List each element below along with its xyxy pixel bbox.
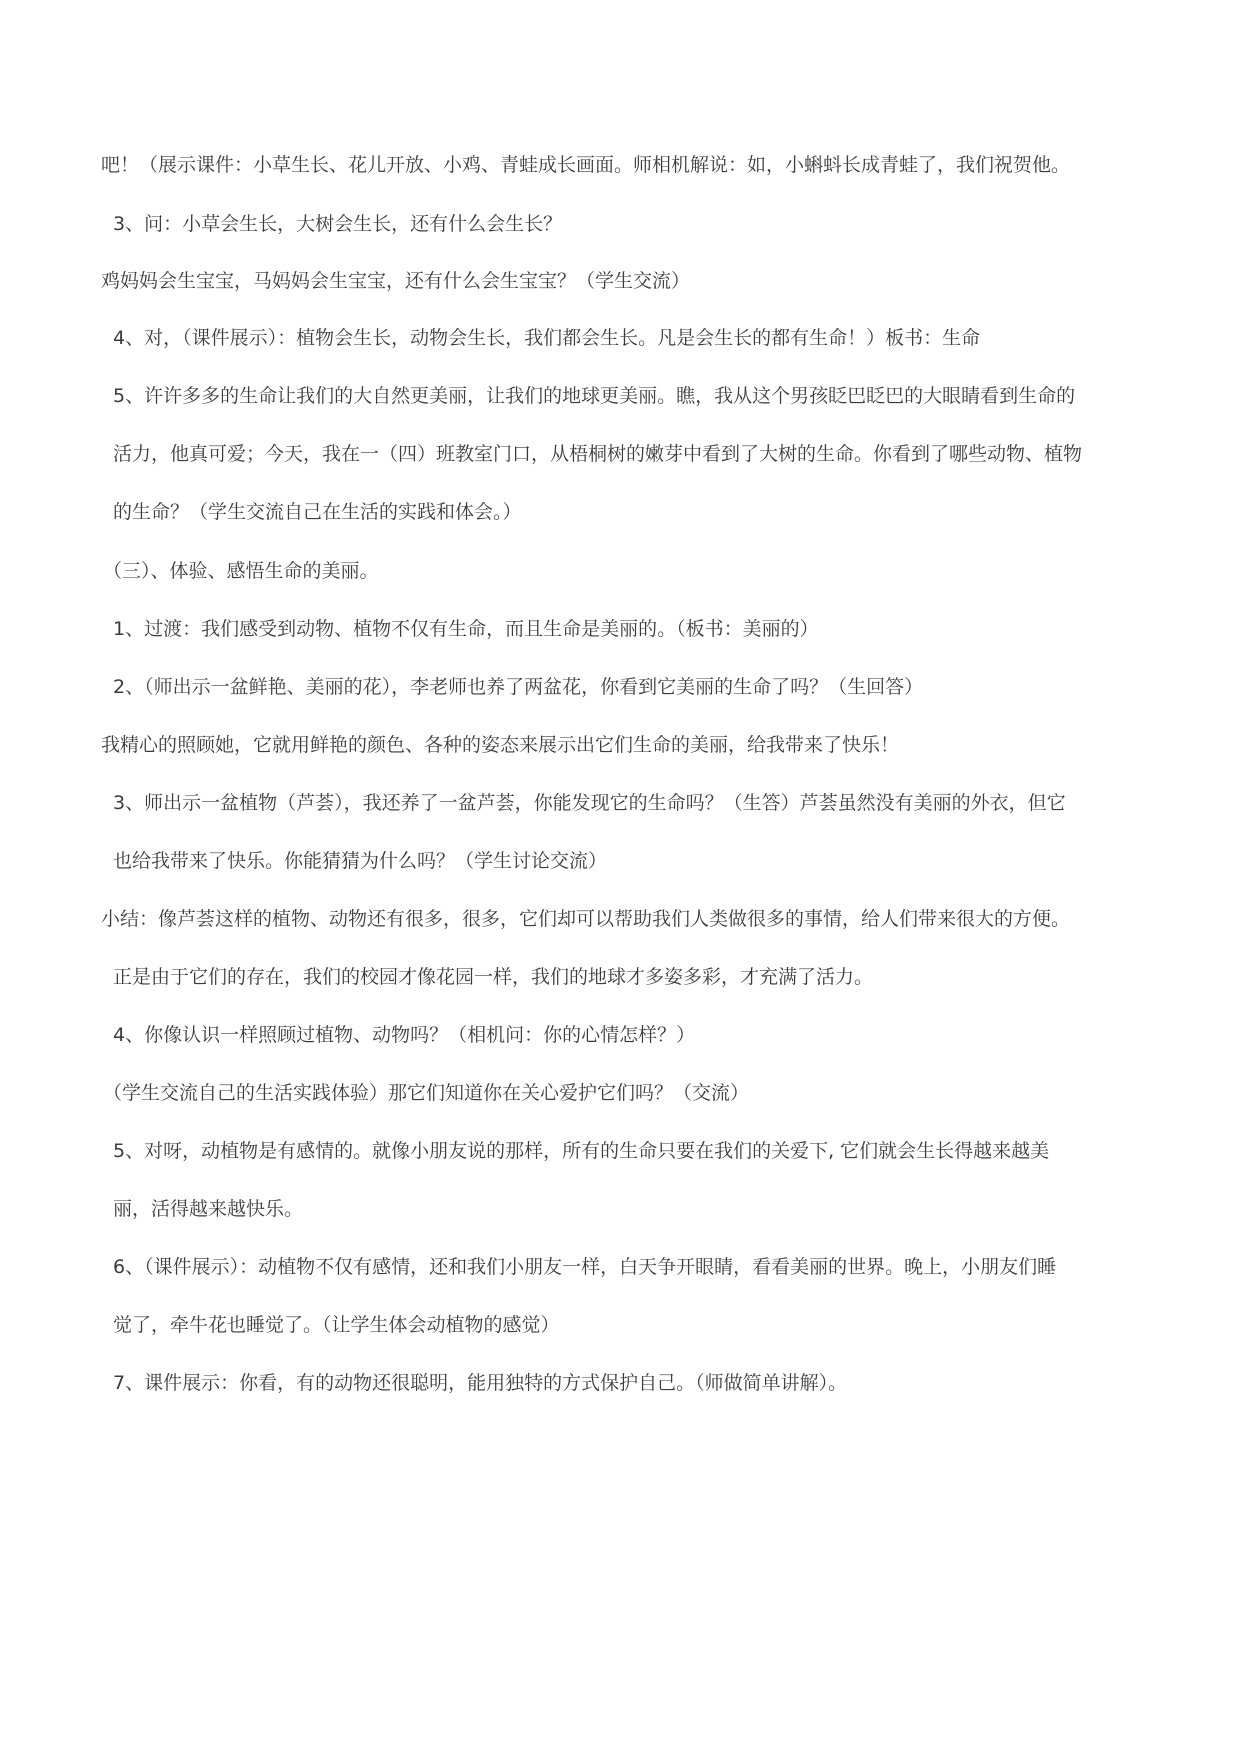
text-line-13: 也给我带来了快乐。你能猜猜为什么吗？（学生讨论交流） [113,850,608,872]
text-line-16: 4、你像认识一样照顾过植物、动物吗？（相机问：你的心情怎样？） [113,1024,696,1046]
text-line-10: 2、（师出示一盆鲜艳、美丽的花），李老师也养了两盆花，你看到它美丽的生命了吗？（生回答） [113,676,924,698]
text-line-12: 3、师出示一盆植物（芦荟），我还养了一盆芦荟，你能发现它的生命吗？（生答）芦荟虽然没有美丽的外衣，但它 [113,792,1066,814]
section-heading: （三）、体验、感悟生命的美丽。 [103,560,379,582]
text-line-9: 1、过渡：我们感受到动物、植物不仅有生命，而且生命是美丽的。（板书：美丽的） [113,618,819,640]
text-line-21: 觉了，牵牛花也睡觉了。（让学生体会动植物的感觉） [113,1314,560,1336]
text-line-5: 5、许许多多的生命让我们的大自然更美丽，让我们的地球更美丽。瞧，我从这个男孩眨巴眨巴的大眼睛看到生命的 [113,385,1076,407]
text-line-20: 6、（课件展示）：动植物不仅有感情，还和我们小朋友一样，白天争开眼睛，看看美丽的世界。晚上，小朋友们睡 [113,1256,1057,1278]
text-line-4: 4、对，（课件展示）：植物会生长，动物会生长，我们都会生长。凡是会生长的都有生命！）板书：生命 [113,327,981,349]
text-line-15: 正是由于它们的存在，我们的校园才像花园一样，我们的地球才多姿多彩，才充满了活力。 [113,966,874,988]
text-line-7: 的生命？（学生交流自己在生活的实践和体会。） [113,501,522,523]
text-line-19: 丽，活得越来越快乐。 [113,1198,304,1220]
text-line-3: 鸡妈妈会生宝宝，马妈妈会生宝宝，还有什么会生宝宝？（学生交流） [101,270,691,292]
text-line-6: 活力，他真可爱；今天，我在一（四）班教室门口，从梧桐树的嫩芽中看到了大树的生命。你看到了哪些动物、植物 [113,443,1083,465]
text-line-22: 7、课件展示：你看，有的动物还很聪明，能用独特的方式保护自己。（师做简单讲解）。 [113,1372,848,1394]
text-line-11: 我精心的照顾她，它就用鲜艳的颜色、各种的姿态来展示出它们生命的美丽，给我带来了快乐！ [101,734,900,756]
text-line-1: 吧！（展示课件：小草生长、花儿开放、小鸡、青蛙成长画面。师相机解说：如，小蝌蚪长成青蛙了，我们祝贺他。 [101,154,1071,176]
text-line-17: （学生交流自己的生活实践体验）那它们知道你在关心爱护它们吗？（交流） [103,1082,750,1104]
text-line-14: 小结：像芦荟这样的植物、动物还有很多，很多，它们却可以帮助我们人类做很多的事情，给人们带来很大的方便。 [101,908,1071,930]
text-line-18: 5、对呀，动植物是有感情的。就像小朋友说的那样，所有的生命只要在我们的关爱下, 它们就会生长得越来越美 [113,1140,1050,1162]
text-line-2: 3、问：小草会生长，大树会生长，还有什么会生长？ [113,213,563,235]
